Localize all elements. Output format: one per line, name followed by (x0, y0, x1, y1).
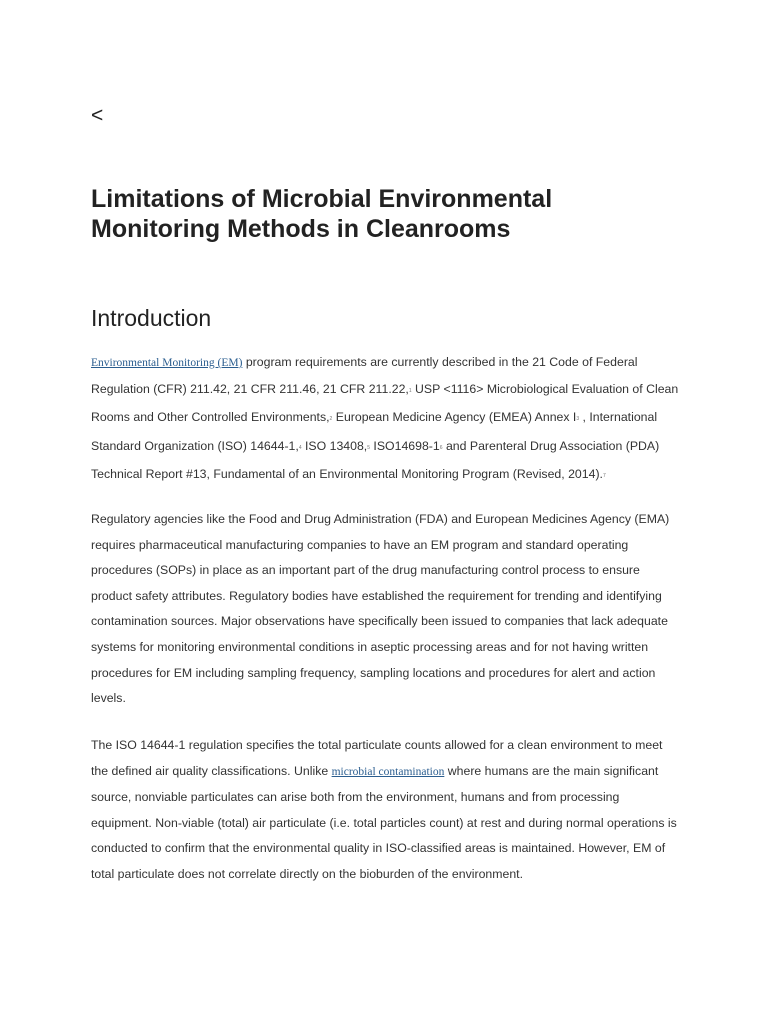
paragraph-text: , International Standard Organization (ISO) 14644-1, (91, 410, 658, 453)
section-heading-introduction: Introduction (91, 305, 212, 331)
reference-marker: 2 (329, 416, 333, 423)
link-environmental-monitoring[interactable]: Environmental Monitoring (EM) (91, 357, 243, 369)
paragraph-iso (91, 733, 679, 888)
paragraph-text: The ISO 14644-1 regulation specifies the total particulate counts allowed for a clean environment to meet the defined air quality classifications. Unlike (91, 738, 663, 778)
reference-marker: 4 (298, 444, 302, 451)
reference-marker: 7 (602, 473, 606, 480)
link-microbial-contamination[interactable]: microbial contamination (331, 765, 445, 778)
paragraph-text: ISO 13408, (301, 438, 368, 453)
paragraph-text: and Parenteral Drug Association (PDA) Technical Report #13, Fundamental of an Environmental Monitoring Program (Revised, 2014). (91, 438, 660, 482)
page-title: Limitations of Microbial Environmental Monitoring Methods in Cleanrooms (91, 185, 553, 243)
paragraph-text: USP <1116> Microbiological Evaluation of Clean Rooms and Other Controlled Environments, (91, 381, 679, 425)
paragraph-text: ISO14698-1 (370, 438, 440, 453)
reference-marker: 3 (576, 416, 580, 423)
paragraph-text: European Medicine Agency (EMEA) Annex I (332, 410, 577, 425)
paragraph-text: where humans are the main significant source, nonviable particulates can arise both from the environment, humans and from processing equipment. Non-viable (total) air particulate (i.e. total particles count) at rest and during normal operations is conducted to confirm that the environmental quality in ISO-classified areas is maintained. However, EM of total particulate does not correlate directly on the bioburden of the environment. (91, 763, 677, 881)
reference-marker: 5 (367, 444, 371, 451)
back-link[interactable]: < (91, 104, 104, 127)
paragraph-regulatory: Regulatory agencies like the Food and Drug Administration (FDA) and European Medicines Agency (EMA) requires pharmaceutical manufacturing companies to have an EM program and standard operating procedures (SOPs) in place as an important part of the drug manufacturing control process to ensure product safety attributes. Regulatory bodies have established the requirement for trending and identifying contamination sources. Major observations have specifically been issued to companies that lack adequate systems for monitoring environmental conditions in aseptic processing areas and for not having written procedures for EM including sampling frequency, sampling locations and procedures for alert and action levels. (91, 512, 670, 706)
reference-marker: 6 (439, 444, 443, 451)
reference-marker: 1 (408, 387, 412, 394)
paragraph-intro (91, 350, 679, 491)
paragraph-text: program requirements are currently described in the 21 Code of Federal Regulation (CFR) 211.42, 21 CFR 211.46, 21 CFR 211.22, (91, 355, 638, 396)
